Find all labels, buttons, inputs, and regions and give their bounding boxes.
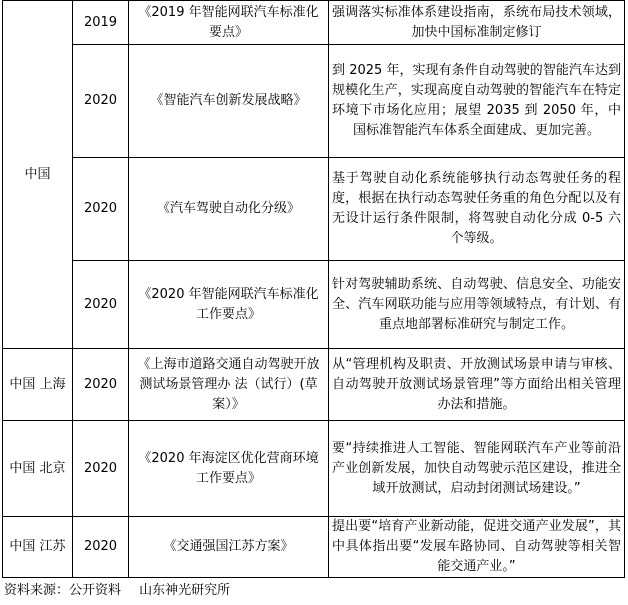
document-cell: 《2020 年海淀区优化营商环境工作要点》: [129, 421, 329, 517]
table-row: [3, 45, 625, 158]
table-row: [3, 421, 625, 517]
table-row: [3, 1, 625, 45]
source-note: [4, 581, 244, 601]
description-cell: 提出要“培育产业新动能，促进交通产业发展”，其中具体指出要“发展车路协同、自动驾驶等相关智能交通产业。”: [329, 517, 625, 578]
description-cell: 针对驾驶辅助系统、自动驾驶、信息安全、功能安全、汽车网联功能与应用等领域特点，有计划、有重点地部署标准研究与制定工作。: [329, 261, 625, 349]
description-cell: 强调落实标准体系建设指南，系统布局技术领域，加快中国标准制定修订: [329, 1, 625, 45]
table-row: [3, 261, 625, 349]
policy-table: [2, 0, 625, 578]
document-cell: 《智能汽车创新发展战略》: [129, 45, 329, 158]
description-cell: 从“管理机构及职责、开放测试场景申请与审核、自动驾驶开放测试场景管理”等方面给出相关管理办法和措施。: [329, 349, 625, 421]
region-cell: 中国 上海: [3, 349, 73, 421]
region-cell: 中国 北京: [3, 421, 73, 517]
document-cell: 《汽车驾驶自动化分级》: [129, 158, 329, 261]
year-cell: 2020: [73, 517, 129, 578]
description-cell: 基于驾驶自动化系统能够执行动态驾驶任务的程度，根据在执行动态驾驶任务重的角色分配以及有无设计运行条件限制，将驾驶自动化分成 0-5 六个等级。: [329, 158, 625, 261]
year-cell: 2020: [73, 421, 129, 517]
region-cell: 中国 江苏: [3, 517, 73, 578]
institute-name: 山东神光研究所: [139, 583, 231, 598]
region-cell: 中国: [3, 1, 73, 349]
table-row: [3, 349, 625, 421]
document-cell: 《2019 年智能网联汽车标准化要点》: [129, 1, 329, 45]
document-cell: 《上海市道路交通自动驾驶开放测试场景管理办 法（试行）(草案）》: [129, 349, 329, 421]
year-cell: 2019: [73, 1, 129, 45]
year-cell: 2020: [73, 45, 129, 158]
document-cell: 《2020 年智能网联汽车标准化工作要点》: [129, 261, 329, 349]
year-cell: 2020: [73, 261, 129, 349]
table-row: [3, 158, 625, 261]
description-cell: 要“持续推进人工智能、智能网联汽车产业等前沿产业创新发展，加快自动驾驶示范区建设，推进全域开放测试，启动封闭测试场建设。”: [329, 421, 625, 517]
source-label: 资料来源：公开资料: [4, 583, 122, 598]
table-row: [3, 517, 625, 578]
description-cell: 到 2025 年，实现有条件自动驾驶的智能汽车达到规模化生产，实现高度自动驾驶的智能汽车在特定环境下市场化应用；展望 2035 到 2050 年，中国标准智能汽车体系全面建成、更加完善。: [329, 45, 625, 158]
year-cell: 2020: [73, 158, 129, 261]
year-cell: 2020: [73, 349, 129, 421]
document-cell: 《交通强国江苏方案》: [129, 517, 329, 578]
